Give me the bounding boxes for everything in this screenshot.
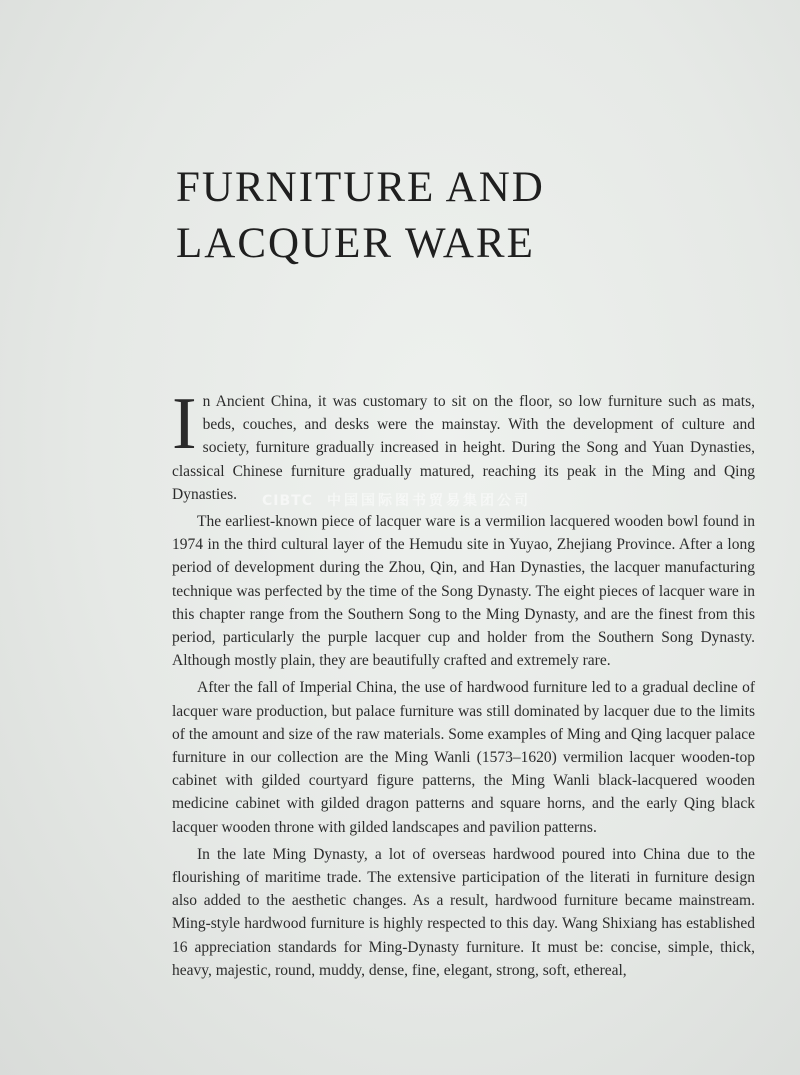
paragraph-1 [172,383,755,506]
watermark-latin: CIBTC [262,493,313,509]
chapter-title-line-2: LACQUER WARE [176,220,535,267]
chapter-title-line-1: FURNITURE AND [176,164,545,211]
chapter-body [172,383,755,986]
chapter-title [176,160,736,272]
paragraph-3: After the fall of Imperial China, the use of hardwood furniture led to a gradual decline of lacquer ware production, but palace furniture was still dominated by lacquer due to the limits of the amount and size of the raw materials. Some examples of Ming and Qing lacquer palace furniture in our collection are the Ming Wanli (1573–1620) vermilion lacquer wooden-top cabinet with gilded courtyard figure patterns, the Ming Wanli black-lacquered wooden medicine cabinet with gilded dragon patterns and square horns, and the early Qing black lacquer wooden throne with gilded landscapes and pavilion patterns. [172,679,755,836]
drop-cap: I [172,383,197,465]
paragraph-1-text: n Ancient China, it was customary to sit on the floor, so low furniture such as mats, beds, couches, and desks were the mainstay. With the development of culture and society, furniture gradually increased in height. During the Song and Yuan Dynasties, classical Chinese furniture gradually matured, reaching its peak in the Ming and Qing Dynasties. [172,393,755,503]
paragraph-2: The earliest-known piece of lacquer ware is a vermilion lacquered wooden bowl found in 1974 in the third cultural layer of the Hemudu site in Yuyao, Zhejiang Province. After a long period of development during the Zhou, Qin, and Han Dynasties, the lacquer manufacturing technique was perfected by the time of the Song Dynasty. The eight pieces of lacquer ware in this chapter range from the Southern Song to the Ming Dynasty, and are the finest from this period, particularly the purple lacquer cup and holder from the Southern Song Dynasty. Although mostly plain, they are beautifully crafted and extremely rare. [172,513,755,670]
watermark-chinese: 中国国际图书贸易集团公司 [326,493,531,509]
paragraph-4: In the late Ming Dynasty, a lot of overseas hardwood poured into China due to the flourishing of maritime trade. The extensive participation of the literati in furniture design also added to the aesthetic changes. As a result, hardwood furniture became mainstream. Ming-style hardwood furniture is highly respected to this day. Wang Shixiang has established 16 appreciation standards for Ming-Dynasty furniture. It must be: concise, simple, thick, heavy, majestic, round, muddy, dense, fine, elegant, strong, soft, ethereal, [172,845,755,979]
